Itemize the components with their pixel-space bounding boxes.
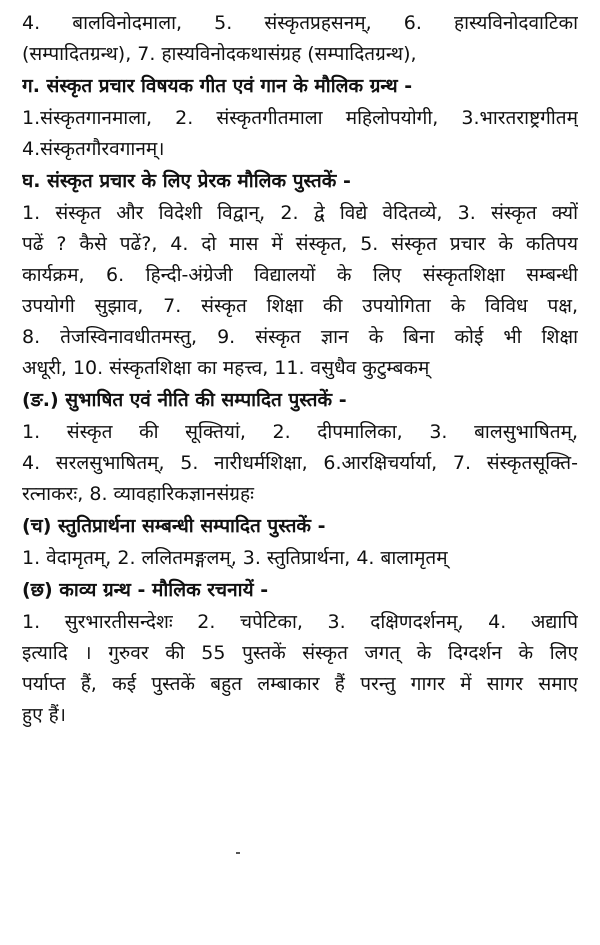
body-line: 1. संस्कृत की सूक्तियां, 2. दीपमालिका, 3. बालसुभाषितम्, (22, 421, 578, 443)
body-line: 1. संस्कृत और विदेशी विद्वान्, 2. द्वे विद्ये वेदितव्ये, 3. संस्कृत क्यों (22, 202, 578, 224)
section-heading: (छ) काव्य ग्रन्थ - मौलिक रचनायें - (22, 579, 269, 601)
body-line: 1.संस्कृतगानमाला, 2. संस्कृतगीतमाला महिलोपयोगी, 3.भारतराष्ट्रगीतम् (22, 107, 578, 129)
body-line: हुए हैं। (22, 704, 66, 726)
body-line: 8. तेजस्विनावधीतमस्तु, 9. संस्कृत ज्ञान के बिना कोई भी शिक्षा (22, 326, 578, 348)
body-line: इत्यादि । गुरुवर की 55 पुस्तकें संस्कृत जगत् के दिग्दर्शन के लिए (22, 642, 578, 664)
body-line: 1. वेदामृतम्, 2. ललितमङ्गलम्, 3. स्तुतिप्रार्थना, 4. बालामृतम् (22, 547, 448, 569)
section-heading: घ. संस्कृत प्रचार के लिए प्रेरक मौलिक पुस्तकें - (22, 170, 351, 192)
body-line: 4. बालविनोदमाला, 5. संस्कृतप्रहसनम्, 6. हास्यविनोदवाटिका (22, 12, 578, 34)
body-line: 4.संस्कृतगौरवगानम्। (22, 138, 165, 160)
body-line: (सम्पादितग्रन्थ), 7. हास्यविनोदकथासंग्रह (सम्पादितग्रन्थ), (22, 43, 417, 65)
body-line: पर्याप्त हैं, कई पुस्तकें बहुत लम्बाकार हैं परन्तु गागर में सागर समाए (22, 673, 578, 695)
body-line: रत्नाकरः, 8. व्यावहारिकज्ञानसंग्रहः (22, 483, 254, 505)
body-line: 4. सरलसुभाषितम्, 5. नारीधर्मशिक्षा, 6.आरक्षिचर्यार्या, 7. संस्कृतसूक्ति- (22, 452, 578, 474)
document-page (22, 8, 578, 731)
body-line: कार्यक्रम, 6. हिन्दी-अंग्रेजी विद्यालयों के लिए संस्कृतशिक्षा सम्बन्धी (22, 264, 578, 286)
body-line: अधूरी, 10. संस्कृतशिक्षा का महत्त्व, 11. वसुधैव कुटुम्बकम् (22, 357, 430, 379)
body-line: उपयोगी सुझाव, 7. संस्कृत शिक्षा की उपयोगिता के विविध पक्ष, (22, 295, 578, 317)
body-line: 1. सुरभारतीसन्देशः 2. चपेटिका, 3. दक्षिणदर्शनम्, 4. अद्यापि (22, 611, 578, 633)
section-heading: ग. संस्कृत प्रचार विषयक गीत एवं गान के मौलिक ग्रन्थ - (22, 75, 413, 97)
section-heading: (ङ.) सुभाषित एवं नीति की सम्पादित पुस्तकें - (22, 389, 347, 411)
scan-speck (236, 852, 240, 854)
body-line: पढें ? कैसे पढें?, 4. दो मास में संस्कृत, 5. संस्कृत प्रचार के कतिपय (22, 233, 578, 255)
section-heading: (च) स्तुतिप्रार्थना सम्बन्धी सम्पादित पुस्तकें - (22, 515, 326, 537)
